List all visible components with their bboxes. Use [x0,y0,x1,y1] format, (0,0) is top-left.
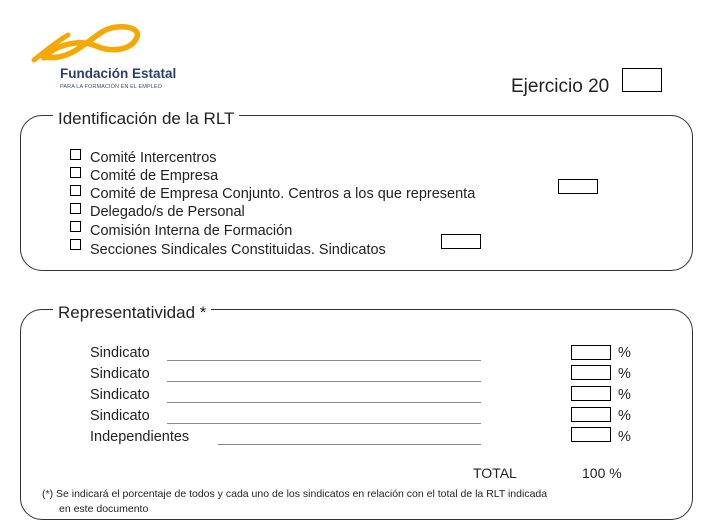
row-label-sindicato-1: Sindicato [90,345,150,361]
ejercicio-label: Ejercicio 20 [511,76,610,97]
footnote-line-1: (*) Se indicará el porcentaje de todos y cada uno de los sindicatos en relación con el total de la RLT indicada [42,488,548,500]
percent-sign-3: % [618,387,631,403]
centros-field[interactable] [558,179,598,194]
checkbox-comision-formacion[interactable] [70,221,81,232]
option-comite-empresa: Comité de Empresa [90,168,219,184]
representatividad-title: Representatividad * [53,303,211,323]
sindicato-name-line-4[interactable] [167,423,481,424]
rlt-section-title: Identificación de la RLT [53,109,239,129]
percent-sign-2: % [618,366,631,382]
percent-field-1[interactable] [571,345,611,360]
percent-sign-1: % [618,345,631,361]
sindicato-name-line-2[interactable] [167,381,481,382]
sindicato-name-line-1[interactable] [167,360,481,361]
independientes-line[interactable] [218,444,481,445]
org-name: Fundación Estatal [60,66,177,81]
option-comite-empresa-conjunto: Comité de Empresa Conjunto. Centros a los que representa [90,186,476,202]
percent-field-4[interactable] [571,407,611,422]
ejercicio-year-field[interactable] [622,68,662,92]
sindicatos-field[interactable] [441,234,481,249]
row-label-sindicato-4: Sindicato [90,408,150,424]
footnote [42,487,692,517]
row-label-sindicato-3: Sindicato [90,387,150,403]
row-label-sindicato-2: Sindicato [90,366,150,382]
checkbox-delegados-personal[interactable] [70,203,81,214]
row-label-independientes: Independientes [90,429,190,445]
percent-field-3[interactable] [571,386,611,401]
sindicato-name-line-3[interactable] [167,402,481,403]
checkbox-comite-empresa[interactable] [70,167,81,178]
option-secciones-sindicales: Secciones Sindicales Constituidas. Sindicatos [90,242,386,258]
total-value: 100 % [582,465,622,481]
percent-sign-5: % [618,429,631,445]
total-label: TOTAL [473,465,517,481]
checkbox-secciones-sindicales[interactable] [70,239,81,250]
percent-field-5[interactable] [571,427,611,442]
percent-field-2[interactable] [571,365,611,380]
footnote-line-2: en este documento [59,503,149,515]
percent-sign-4: % [618,408,631,424]
org-subtitle: PARA LA FORMACIÓN EN EL EMPLEO [60,84,163,90]
option-comite-intercentros: Comité Intercentros [90,150,217,166]
option-delegados-personal: Delegado/s de Personal [90,204,245,220]
checkbox-comite-empresa-conjunto[interactable] [70,185,81,196]
checkbox-comite-intercentros[interactable] [70,149,81,160]
fundacion-logo-icon [30,22,142,66]
option-comision-formacion: Comisión Interna de Formación [90,223,293,239]
